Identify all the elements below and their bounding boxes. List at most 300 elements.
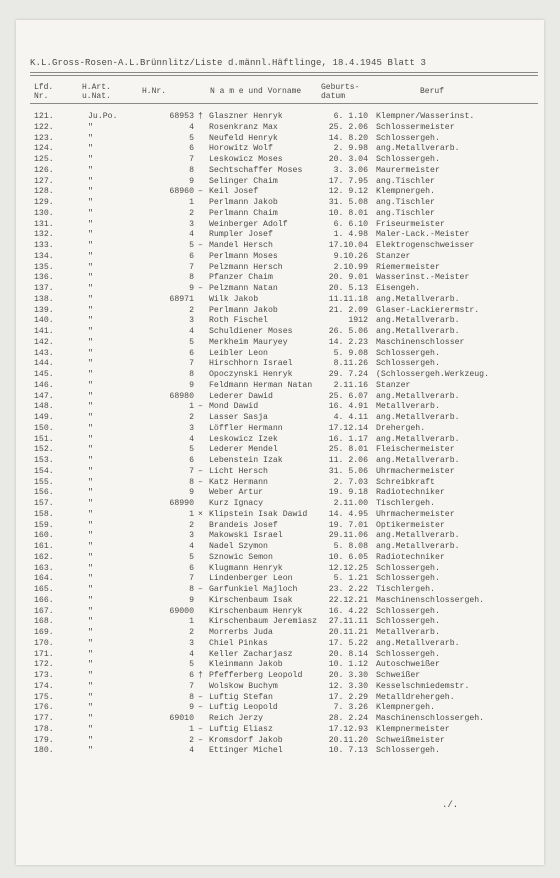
row-number: 172. bbox=[34, 660, 54, 670]
row-birthdate: 5. 1.21 bbox=[333, 574, 368, 584]
row-prisoner-number: 9 bbox=[189, 488, 194, 498]
row-occupation: Maschinenschlossergeh. bbox=[376, 714, 485, 723]
row-birthdate: 8.11.26 bbox=[333, 359, 368, 369]
row-number: 139. bbox=[34, 305, 54, 315]
row-number: 156. bbox=[34, 488, 54, 498]
row-name: Mond Dawid bbox=[209, 402, 259, 412]
row-number: 149. bbox=[34, 413, 54, 422]
row-art-nat: " bbox=[88, 746, 93, 756]
row-occupation: Metalldrehergeh. bbox=[376, 692, 455, 702]
row-occupation: Klempnergeh. bbox=[376, 703, 435, 713]
table-row bbox=[16, 478, 544, 489]
row-number: 177. bbox=[34, 714, 54, 723]
table-row bbox=[16, 316, 544, 327]
table-row bbox=[16, 327, 544, 338]
row-number: 160. bbox=[34, 531, 54, 541]
row-prisoner-number: 1 bbox=[189, 617, 194, 627]
row-name: Kromsdorf Jakob bbox=[209, 735, 283, 745]
row-mark: – bbox=[198, 477, 203, 487]
table-row bbox=[16, 252, 544, 263]
row-birthdate: 16. 1.17 bbox=[328, 434, 368, 444]
row-art-nat: " bbox=[88, 327, 93, 336]
row-mark: – bbox=[198, 241, 203, 250]
row-birthdate: 5. 8.08 bbox=[333, 542, 368, 551]
row-number: 128. bbox=[34, 187, 54, 197]
row-art-nat: " bbox=[88, 520, 93, 530]
row-number: 148. bbox=[34, 402, 54, 412]
row-birthdate: 28. 2.24 bbox=[328, 714, 368, 723]
row-prisoner-number: 2 bbox=[189, 520, 194, 530]
row-occupation: ang.Metallverarb. bbox=[376, 434, 460, 444]
end-mark: ./. bbox=[442, 800, 459, 810]
row-birthdate: 17.10.04 bbox=[328, 241, 368, 250]
row-prisoner-number: 4 bbox=[189, 230, 194, 240]
row-number: 150. bbox=[34, 423, 54, 433]
row-art-nat: " bbox=[88, 509, 93, 519]
table-row bbox=[16, 123, 544, 134]
row-occupation: Tischlergeh. bbox=[376, 585, 435, 594]
row-occupation: Klempnermeister bbox=[376, 724, 450, 734]
row-prisoner-number: 2 bbox=[189, 413, 194, 422]
row-mark: × bbox=[198, 509, 203, 519]
row-art-nat: " bbox=[88, 262, 93, 272]
row-name: Rosenkranz Max bbox=[209, 122, 278, 132]
row-name: Sechtschaffer Moses bbox=[209, 165, 303, 175]
row-name: Lederer Dawid bbox=[209, 391, 273, 401]
row-birthdate: 19. 9.18 bbox=[328, 488, 368, 498]
row-number: 122. bbox=[34, 122, 54, 132]
row-birthdate: 29. 7.24 bbox=[328, 370, 368, 379]
row-occupation: Schreibkraft bbox=[376, 477, 435, 487]
row-prisoner-number: 5 bbox=[189, 445, 194, 455]
row-birthdate: 12. 3.30 bbox=[328, 681, 368, 691]
row-prisoner-number: 3 bbox=[189, 423, 194, 433]
row-art-nat: " bbox=[88, 176, 93, 186]
row-occupation: Schlossergeh. bbox=[376, 348, 440, 358]
table-row bbox=[16, 693, 544, 704]
row-art-nat: " bbox=[88, 155, 93, 164]
row-prisoner-number: 4 bbox=[189, 122, 194, 132]
table-row bbox=[16, 456, 544, 467]
row-birthdate: 19. 7.01 bbox=[328, 520, 368, 530]
row-art-nat: " bbox=[88, 703, 93, 713]
row-number: 129. bbox=[34, 198, 54, 207]
row-art-nat: " bbox=[88, 423, 93, 433]
row-number: 144. bbox=[34, 359, 54, 369]
row-name: Weber Artur bbox=[209, 488, 264, 498]
row-prisoner-number: 5 bbox=[189, 133, 194, 143]
table-row bbox=[16, 209, 544, 220]
row-art-nat: " bbox=[88, 595, 93, 605]
table-row bbox=[16, 220, 544, 231]
row-prisoner-number: 8 bbox=[189, 165, 194, 175]
row-name: Pfanzer Chaim bbox=[209, 273, 273, 283]
row-prisoner-number: 69000 bbox=[169, 606, 194, 616]
row-prisoner-number: 7 bbox=[189, 574, 194, 584]
col-name-line1: N a m e und Vorname bbox=[210, 87, 302, 96]
row-number: 136. bbox=[34, 273, 54, 283]
row-art-nat: " bbox=[88, 606, 93, 616]
row-birthdate: 3. 3.06 bbox=[333, 165, 368, 175]
row-name: Wilk Jakob bbox=[209, 294, 259, 304]
row-occupation: Metallverarb. bbox=[376, 628, 440, 637]
row-art-nat: " bbox=[88, 251, 93, 261]
table-row bbox=[16, 736, 544, 747]
row-birthdate: 14. 8.20 bbox=[328, 133, 368, 143]
row-occupation: ang.Metallverarb. bbox=[376, 391, 460, 401]
row-birthdate: 4. 4.11 bbox=[333, 413, 368, 422]
row-art-nat: " bbox=[88, 488, 93, 498]
row-number: 176. bbox=[34, 703, 54, 713]
table-row bbox=[16, 553, 544, 564]
row-occupation: ang.Tischler bbox=[376, 198, 435, 207]
row-name: Reich Jerzy bbox=[209, 714, 264, 723]
row-occupation: ang.Tischler bbox=[376, 208, 435, 218]
row-art-nat: " bbox=[88, 219, 93, 229]
row-number: 135. bbox=[34, 262, 54, 272]
row-art-nat: " bbox=[88, 133, 93, 143]
table-row bbox=[16, 134, 544, 145]
col-lfd bbox=[34, 83, 53, 101]
col-gebdat-line2: datum bbox=[321, 92, 346, 101]
row-birthdate: 20.11.21 bbox=[328, 628, 368, 637]
row-name: Hirschhorn Israel bbox=[209, 359, 293, 369]
row-name: Klipstein Isak Dawid bbox=[209, 509, 308, 519]
row-art-nat: " bbox=[88, 284, 93, 293]
row-birthdate: 21. 2.09 bbox=[328, 305, 368, 315]
row-art-nat: " bbox=[88, 563, 93, 573]
row-birthdate: 31. 5.08 bbox=[328, 198, 368, 207]
row-prisoner-number: 4 bbox=[189, 542, 194, 551]
row-prisoner-number: 68971 bbox=[169, 294, 194, 304]
row-prisoner-number: 8 bbox=[189, 585, 194, 594]
row-art-nat: " bbox=[88, 348, 93, 358]
row-prisoner-number: 68953 bbox=[169, 112, 194, 121]
row-number: 180. bbox=[34, 746, 54, 756]
row-prisoner-number: 9 bbox=[189, 380, 194, 390]
row-prisoner-number: 1 bbox=[189, 198, 194, 207]
row-occupation: ang.Metallverarb. bbox=[376, 542, 460, 551]
row-birthdate: 23. 2.22 bbox=[328, 585, 368, 594]
row-name: Opoczynski Henryk bbox=[209, 370, 293, 379]
row-birthdate: 11.11.18 bbox=[328, 294, 368, 304]
row-prisoner-number: 9 bbox=[189, 176, 194, 186]
row-prisoner-number: 3 bbox=[189, 316, 194, 326]
row-prisoner-number: 8 bbox=[189, 273, 194, 283]
table-row bbox=[16, 187, 544, 198]
row-birthdate: 14. 4.95 bbox=[328, 509, 368, 519]
row-number: 140. bbox=[34, 316, 54, 326]
row-name: Morrerbs Juda bbox=[209, 628, 273, 637]
row-name: Kirschenbaum Henryk bbox=[209, 606, 303, 616]
row-birthdate: 12.12.25 bbox=[328, 563, 368, 573]
row-number: 168. bbox=[34, 617, 54, 627]
row-name: Glaszner Henryk bbox=[209, 112, 283, 121]
prisoner-list bbox=[16, 112, 544, 757]
row-prisoner-number: 4 bbox=[189, 746, 194, 756]
row-occupation: Kesselschmiedemstr. bbox=[376, 681, 470, 691]
row-name: Luftig Eliasz bbox=[209, 724, 273, 734]
table-row bbox=[16, 273, 544, 284]
row-occupation: ang.Metallverarb. bbox=[376, 638, 460, 648]
row-art-nat: " bbox=[88, 391, 93, 401]
row-art-nat: " bbox=[88, 735, 93, 745]
row-mark: – bbox=[198, 724, 203, 734]
row-name: Lindenberger Leon bbox=[209, 574, 293, 584]
table-row bbox=[16, 381, 544, 392]
row-art-nat: " bbox=[88, 552, 93, 562]
row-number: 154. bbox=[34, 466, 54, 476]
row-occupation: Wasserinst.-Meister bbox=[376, 273, 470, 283]
table-row bbox=[16, 703, 544, 714]
table-row bbox=[16, 596, 544, 607]
row-name: Makowski Israel bbox=[209, 531, 283, 541]
table-row bbox=[16, 349, 544, 360]
table-row bbox=[16, 402, 544, 413]
row-occupation: Maschinenschlosser bbox=[376, 337, 465, 347]
row-name: Katz Hermann bbox=[209, 477, 268, 487]
row-number: 157. bbox=[34, 499, 54, 508]
row-occupation: (Schlossergeh.Werkzeug. bbox=[376, 370, 490, 379]
row-birthdate: 20. 3.30 bbox=[328, 671, 368, 680]
row-art-nat: " bbox=[88, 402, 93, 412]
row-art-nat: " bbox=[88, 531, 93, 541]
row-art-nat: " bbox=[88, 617, 93, 627]
row-occupation: Schlossergeh. bbox=[376, 155, 440, 164]
row-birthdate: 20. 3.04 bbox=[328, 155, 368, 164]
row-occupation: Elektrogenschweisser bbox=[376, 241, 475, 250]
row-prisoner-number: 68960 bbox=[169, 187, 194, 197]
col-hart-line2: u.Nat. bbox=[82, 92, 111, 101]
row-occupation: ang.Tischler bbox=[376, 176, 435, 186]
row-name: Mandel Hersch bbox=[209, 241, 273, 250]
table-row bbox=[16, 639, 544, 650]
table-row bbox=[16, 413, 544, 424]
table-row bbox=[16, 445, 544, 456]
row-prisoner-number: 9 bbox=[189, 703, 194, 713]
row-name: Pelzmann Natan bbox=[209, 284, 278, 293]
row-occupation: Friseurmeister bbox=[376, 219, 445, 229]
row-birthdate: 2.11.00 bbox=[333, 499, 368, 508]
table-row bbox=[16, 531, 544, 542]
row-occupation: ang.Metallverarb. bbox=[376, 144, 460, 154]
row-name: Klugmann Henryk bbox=[209, 563, 283, 573]
row-birthdate: 1. 4.98 bbox=[333, 230, 368, 240]
row-birthdate: 29.11.06 bbox=[328, 531, 368, 541]
row-art-nat: " bbox=[88, 456, 93, 465]
table-row bbox=[16, 564, 544, 575]
row-prisoner-number: 2 bbox=[189, 735, 194, 745]
header-rule-top bbox=[30, 72, 538, 73]
row-prisoner-number: 7 bbox=[189, 359, 194, 369]
row-prisoner-number: 7 bbox=[189, 681, 194, 691]
table-row bbox=[16, 144, 544, 155]
table-row bbox=[16, 628, 544, 639]
row-prisoner-number: 7 bbox=[189, 155, 194, 164]
row-name: Licht Hersch bbox=[209, 466, 268, 476]
row-occupation: Stanzer bbox=[376, 251, 411, 261]
row-art-nat: " bbox=[88, 671, 93, 680]
row-number: 164. bbox=[34, 574, 54, 584]
col-hnr-line1: H.Nr. bbox=[142, 87, 167, 96]
row-art-nat: " bbox=[88, 638, 93, 648]
row-art-nat: " bbox=[88, 294, 93, 304]
row-number: 163. bbox=[34, 563, 54, 573]
row-birthdate: 11. 2.06 bbox=[328, 456, 368, 465]
table-row bbox=[16, 338, 544, 349]
row-occupation: Schlossergeh. bbox=[376, 359, 440, 369]
row-art-nat: " bbox=[88, 466, 93, 476]
row-art-nat: " bbox=[88, 359, 93, 369]
row-number: 134. bbox=[34, 251, 54, 261]
row-birthdate: 7. 3.26 bbox=[333, 703, 368, 713]
row-occupation: Metallverarb. bbox=[376, 402, 440, 412]
col-name bbox=[210, 87, 301, 96]
table-row bbox=[16, 177, 544, 188]
row-name: Perlmann Moses bbox=[209, 251, 278, 261]
row-birthdate: 10. 6.05 bbox=[328, 552, 368, 562]
row-art-nat: " bbox=[88, 692, 93, 702]
row-art-nat: " bbox=[88, 649, 93, 659]
row-name: Kurz Ignacy bbox=[209, 499, 264, 508]
row-occupation: Uhrmachermeister bbox=[376, 466, 455, 476]
table-row bbox=[16, 542, 544, 553]
row-number: 142. bbox=[34, 337, 54, 347]
row-number: 147. bbox=[34, 391, 54, 401]
row-art-nat: " bbox=[88, 413, 93, 422]
row-mark: † bbox=[198, 112, 203, 121]
row-birthdate: 2. 9.98 bbox=[333, 144, 368, 154]
row-prisoner-number: 9 bbox=[189, 595, 194, 605]
row-occupation: Tischlergeh. bbox=[376, 499, 435, 508]
row-art-nat: " bbox=[88, 585, 93, 594]
row-number: 137. bbox=[34, 284, 54, 293]
row-number: 141. bbox=[34, 327, 54, 336]
row-number: 159. bbox=[34, 520, 54, 530]
row-number: 171. bbox=[34, 649, 54, 659]
row-art-nat: " bbox=[88, 208, 93, 218]
row-name: Garfunkiel Majloch bbox=[209, 585, 298, 594]
row-mark: – bbox=[198, 703, 203, 713]
row-art-nat: " bbox=[88, 380, 93, 390]
row-birthdate: 17.12.14 bbox=[328, 423, 368, 433]
row-birthdate: 26. 5.06 bbox=[328, 327, 368, 336]
row-occupation: Schlossergeh. bbox=[376, 133, 440, 143]
row-prisoner-number: 5 bbox=[189, 660, 194, 670]
row-prisoner-number: 8 bbox=[189, 477, 194, 487]
table-row bbox=[16, 660, 544, 671]
row-number: 170. bbox=[34, 638, 54, 648]
header-rule-bottom bbox=[30, 103, 538, 104]
row-prisoner-number: 1 bbox=[189, 724, 194, 734]
row-name: Leibler Leon bbox=[209, 348, 268, 358]
row-number: 143. bbox=[34, 348, 54, 358]
row-name: Kirschenbaum Jeremiasz bbox=[209, 617, 318, 627]
row-name: Schuldiener Moses bbox=[209, 327, 293, 336]
row-name: Wolskow Buchym bbox=[209, 681, 278, 691]
row-occupation: Optikermeister bbox=[376, 520, 445, 530]
row-art-nat: " bbox=[88, 660, 93, 670]
row-name: Pfefferberg Leopold bbox=[209, 671, 303, 680]
row-name: Leskowicz Moses bbox=[209, 155, 283, 164]
row-occupation: Klempner/Wasserinst. bbox=[376, 112, 475, 121]
row-occupation: Schweißer bbox=[376, 671, 421, 680]
row-name: Weinberger Adolf bbox=[209, 219, 288, 229]
row-occupation: Riemermeister bbox=[376, 262, 440, 272]
row-birthdate: 16. 4.22 bbox=[328, 606, 368, 616]
col-hart-line1: H.Art. bbox=[82, 83, 111, 92]
row-art-nat: " bbox=[88, 370, 93, 379]
row-number: 123. bbox=[34, 133, 54, 143]
row-prisoner-number: 6 bbox=[189, 671, 194, 680]
row-art-nat: " bbox=[88, 445, 93, 455]
document-sheet bbox=[16, 20, 544, 865]
row-occupation: Stanzer bbox=[376, 380, 411, 390]
row-number: 130. bbox=[34, 208, 54, 218]
table-row bbox=[16, 607, 544, 618]
row-art-nat: " bbox=[88, 187, 93, 197]
row-prisoner-number: 3 bbox=[189, 531, 194, 541]
row-number: 127. bbox=[34, 176, 54, 186]
row-occupation: Maler-Lack.-Meister bbox=[376, 230, 470, 240]
row-art-nat: " bbox=[88, 724, 93, 734]
row-number: 155. bbox=[34, 477, 54, 487]
row-birthdate: 31. 5.06 bbox=[328, 466, 368, 476]
row-birthdate: 17.12.93 bbox=[328, 724, 368, 734]
row-name: Kirschenbaum Isak bbox=[209, 595, 293, 605]
row-birthdate: 10. 8.01 bbox=[328, 208, 368, 218]
row-number: 167. bbox=[34, 606, 54, 616]
col-gebdat-line1: Geburts- bbox=[321, 83, 360, 92]
row-birthdate: 5. 9.08 bbox=[333, 348, 368, 358]
row-occupation: Maschinenschlossergeh. bbox=[376, 595, 485, 605]
row-occupation: Uhrmachermeister bbox=[376, 509, 455, 519]
table-row bbox=[16, 725, 544, 736]
row-number: 173. bbox=[34, 671, 54, 680]
row-birthdate: 17. 5.22 bbox=[328, 638, 368, 648]
row-mark: – bbox=[198, 692, 203, 702]
row-birthdate: 10. 7.13 bbox=[328, 746, 368, 756]
row-birthdate: 20. 8.14 bbox=[328, 649, 368, 659]
row-name: Kleinmann Jakob bbox=[209, 660, 283, 670]
table-row bbox=[16, 370, 544, 381]
row-name: Luftig Stefan bbox=[209, 692, 273, 702]
row-name: Selinger Chaim bbox=[209, 176, 278, 186]
row-prisoner-number: 6 bbox=[189, 251, 194, 261]
row-birthdate: 10. 1.12 bbox=[328, 660, 368, 670]
col-beruf bbox=[420, 87, 444, 96]
row-occupation: ang.Metallverarb. bbox=[376, 327, 460, 336]
table-row bbox=[16, 650, 544, 661]
table-row bbox=[16, 510, 544, 521]
row-prisoner-number: 68990 bbox=[169, 499, 194, 508]
table-row bbox=[16, 585, 544, 596]
row-birthdate: 2.11.16 bbox=[333, 380, 368, 390]
row-birthdate: 17. 2.29 bbox=[328, 692, 368, 702]
row-birthdate: 20. 5.13 bbox=[328, 284, 368, 293]
row-number: 174. bbox=[34, 681, 54, 691]
row-prisoner-number: 69010 bbox=[169, 714, 194, 723]
row-occupation: Schlossergeh. bbox=[376, 617, 440, 627]
row-name: Keller Zacharjasz bbox=[209, 649, 293, 659]
row-birthdate: 20. 9.01 bbox=[328, 273, 368, 283]
row-occupation: Radiotechniker bbox=[376, 552, 445, 562]
row-name: Lasser Sasja bbox=[209, 413, 268, 422]
row-art-nat: " bbox=[88, 144, 93, 154]
row-prisoner-number: 5 bbox=[189, 552, 194, 562]
row-number: 138. bbox=[34, 294, 54, 304]
table-row bbox=[16, 263, 544, 274]
